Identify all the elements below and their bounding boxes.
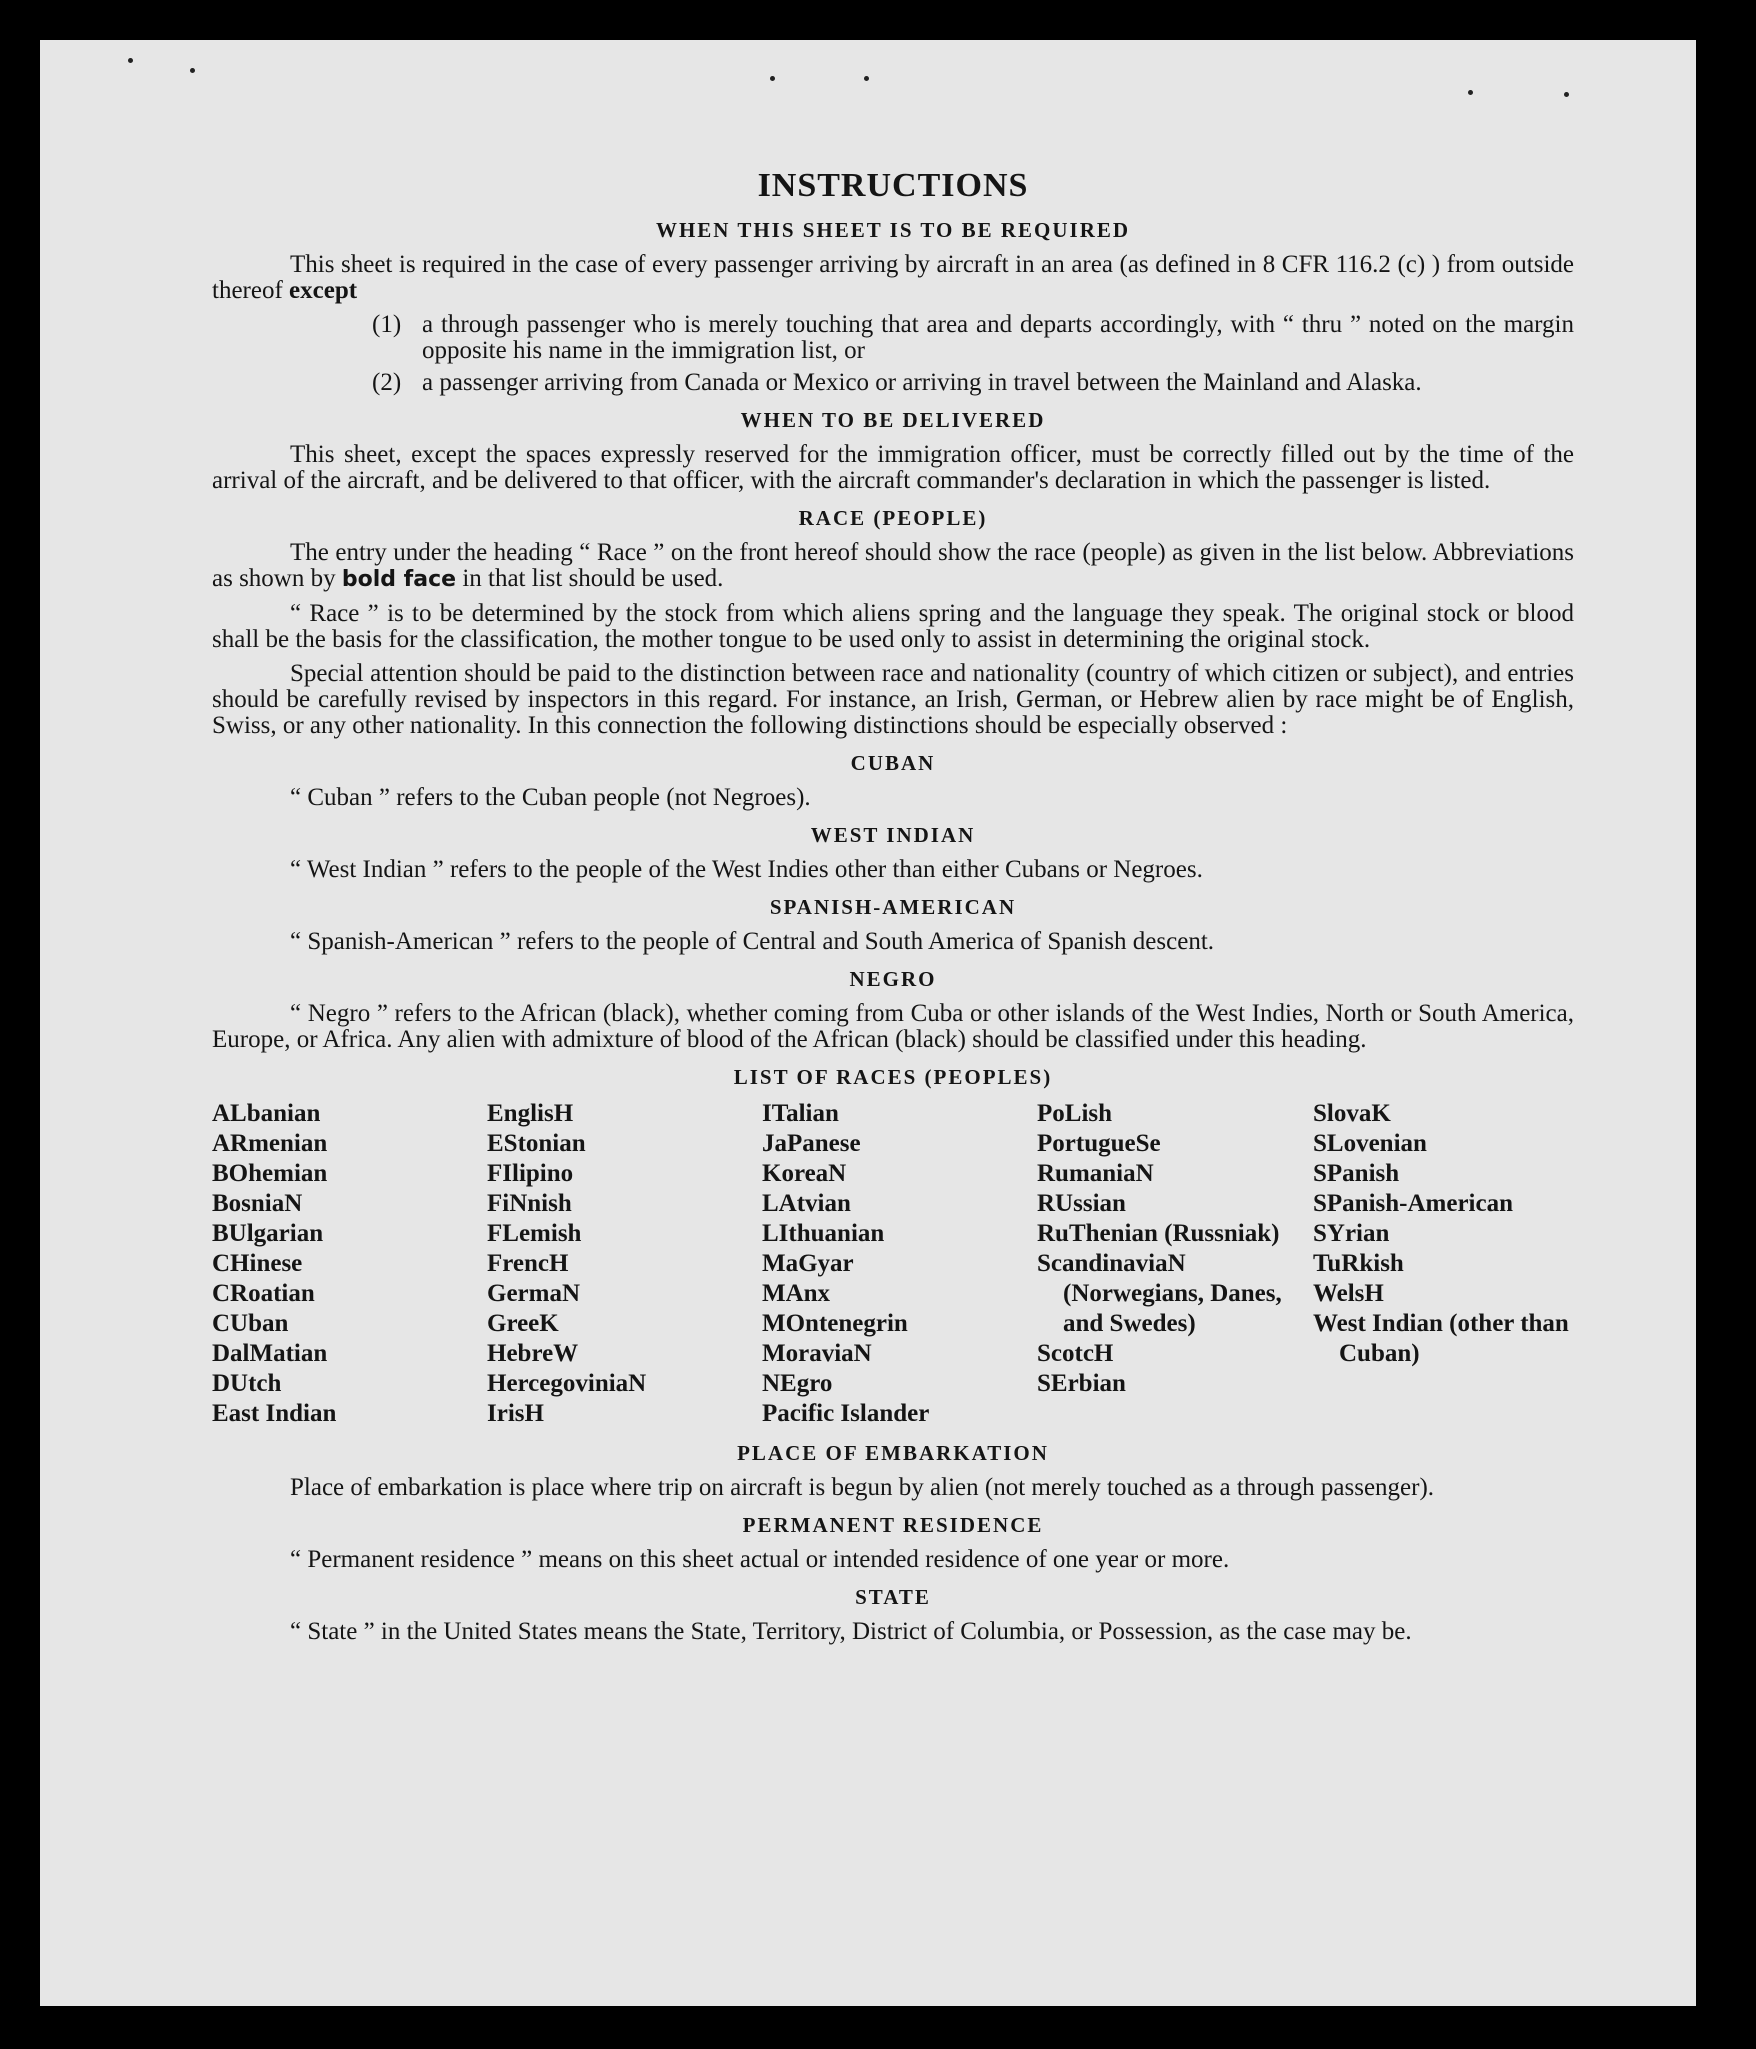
race-entry: SPanish-American bbox=[1313, 1190, 1513, 1217]
race-entry: SErbian bbox=[1037, 1370, 1126, 1397]
race-bold-face: bold face bbox=[341, 567, 457, 592]
item-number: (1) bbox=[372, 311, 402, 338]
heading-west-indian: WEST INDIAN bbox=[810, 823, 976, 847]
race-paragraph-1: The entry under the heading “ Race ” on the front hereof should show the race (people) as given in the list below. Abbreviations as shown by bold face in that list should be used. bbox=[212, 539, 1574, 592]
race-entry: KoreaN bbox=[762, 1160, 847, 1187]
race-entry: BUlgarian bbox=[212, 1220, 324, 1247]
race-paragraph-2: “ Race ” is to be determined by the stock from which aliens spring and the language they speak. The original stock or blood shall be the basis for the classification, the mother tongue to be used only to assist in determining the original stock. bbox=[212, 600, 1574, 653]
document-page bbox=[40, 40, 1696, 2006]
race-entry: CRoatian bbox=[212, 1280, 315, 1307]
race-entry: SYrian bbox=[1313, 1220, 1390, 1247]
race-entry: GermaN bbox=[487, 1280, 581, 1307]
race-entry: ScandinaviaN (Norwegians, Danes, and Swedes) bbox=[1037, 1250, 1282, 1337]
heading-cuban: CUBAN bbox=[850, 751, 936, 775]
race-entry: ScotcH bbox=[1037, 1340, 1114, 1367]
spanish-american-text: “ Spanish-American ” refers to the people of Central and South America of Spanish descent. bbox=[290, 928, 1215, 955]
west-indian-text: “ West Indian ” refers to the people of the West Indies other than either Cubans or Negroes. bbox=[290, 856, 1203, 883]
race-entry: WelsH bbox=[1313, 1280, 1384, 1307]
cuban-text: “ Cuban ” refers to the Cuban people (not Negroes). bbox=[290, 784, 811, 811]
race-entry: LAtvian bbox=[762, 1190, 851, 1217]
race-entry: CUban bbox=[212, 1310, 289, 1337]
race-entry: BosniaN bbox=[212, 1190, 303, 1217]
race-column bbox=[1313, 1099, 1574, 1429]
heading-list-of-races: LIST OF RACES (PEOPLES) bbox=[733, 1065, 1053, 1089]
speck bbox=[770, 76, 775, 81]
exception-item bbox=[372, 370, 1574, 396]
state-text: “ State ” in the United States means the State, Territory, District of Columbia, or Possession, as the case may be. bbox=[290, 1618, 1412, 1645]
embarkation-text: Place of embarkation is place where trip on aircraft is begun by alien (not merely touched as a through passenger). bbox=[290, 1474, 1435, 1501]
race-entry: RumaniaN bbox=[1037, 1160, 1154, 1187]
item-text: a passenger arriving from Canada or Mexico or arriving in travel between the Mainland and Alaska. bbox=[422, 369, 1422, 396]
race-list bbox=[212, 1099, 1574, 1429]
race-entry: PoLish bbox=[1037, 1100, 1113, 1127]
race-entry: MoraviaN bbox=[762, 1340, 872, 1367]
race-entry: DalMatian bbox=[212, 1340, 328, 1367]
race-entry: SLovenian bbox=[1313, 1130, 1427, 1157]
race-entry: FLemish bbox=[487, 1220, 582, 1247]
heading-required: WHEN THIS SHEET IS TO BE REQUIRED bbox=[655, 218, 1131, 242]
race-entry: BOhemian bbox=[212, 1160, 328, 1187]
speck bbox=[864, 76, 869, 81]
race-entry: Pacific Islander bbox=[762, 1400, 930, 1427]
heading-negro: NEGRO bbox=[849, 967, 937, 991]
race-entry: TuRkish bbox=[1313, 1250, 1404, 1277]
race-entry: ITalian bbox=[762, 1100, 839, 1127]
required-intro-bold: except bbox=[289, 277, 358, 304]
required-intro: This sheet is required in the case of every passenger arriving by aircraft in an area (as defined in 8 CFR 116.2 (c) ) from outside thereof except bbox=[212, 251, 1574, 304]
heading-state: STATE bbox=[855, 1585, 931, 1609]
delivered-text: This sheet, except the spaces expressly reserved for the immigration officer, must be correctly filled out by the time of the arrival of the aircraft, and be delivered to that officer, with the aircraft commander's declaration in which the passenger is listed. bbox=[212, 441, 1574, 494]
race-entry: West Indian (other than Cuban) bbox=[1313, 1310, 1569, 1367]
race-entry: MOntenegrin bbox=[762, 1310, 908, 1337]
heading-spanish-american: SPANISH-AMERICAN bbox=[769, 895, 1017, 919]
race-entry: GreeK bbox=[487, 1310, 559, 1337]
race-entry: RuThenian (Russniak) bbox=[1037, 1220, 1280, 1247]
heading-race: RACE (PEOPLE) bbox=[798, 506, 988, 530]
race-paragraph-3: Special attention should be paid to the distinction between race and nationality (country of which citizen or subject), and entries should be carefully revised by inspectors in this regard. For instance, an Irish, German, or Hebrew alien by race might be of English, Swiss, or any other nationality. In this connection the following distinctions should be especially observed : bbox=[212, 660, 1574, 739]
race-entry: ALbanian bbox=[212, 1100, 321, 1127]
race-entry: FrencH bbox=[487, 1250, 569, 1277]
race-entry: HercegoviniaN bbox=[487, 1370, 647, 1397]
bleed-through-marks bbox=[600, 120, 860, 140]
speck bbox=[1468, 90, 1473, 95]
race-column bbox=[762, 1099, 1037, 1429]
exception-item bbox=[372, 312, 1574, 364]
speck bbox=[128, 58, 133, 63]
heading-embarkation: PLACE OF EMBARKATION bbox=[737, 1441, 1049, 1465]
heading-delivered: WHEN TO BE DELIVERED bbox=[740, 408, 1046, 432]
race-entry: DUtch bbox=[212, 1370, 282, 1397]
race-entry: East Indian bbox=[212, 1400, 337, 1427]
race-entry: FiNnish bbox=[487, 1190, 572, 1217]
race-entry: IrisH bbox=[487, 1400, 544, 1427]
page-title: INSTRUCTIONS bbox=[757, 167, 1029, 204]
speck bbox=[1564, 92, 1569, 97]
speck bbox=[190, 68, 195, 73]
residence-text: “ Permanent residence ” means on this sheet actual or intended residence of one year or more. bbox=[290, 1546, 1230, 1573]
race-entry: ARmenian bbox=[212, 1130, 328, 1157]
race-entry: RUssian bbox=[1037, 1190, 1126, 1217]
item-number: (2) bbox=[372, 369, 402, 396]
race-entry: PortugueSe bbox=[1037, 1130, 1161, 1157]
race-entry: FIlipino bbox=[487, 1160, 574, 1187]
race-entry: CHinese bbox=[212, 1250, 303, 1277]
race-entry: MaGyar bbox=[762, 1250, 854, 1277]
race-entry: HebreW bbox=[487, 1340, 579, 1367]
race-entry: EStonian bbox=[487, 1130, 586, 1157]
race-entry: SlovaK bbox=[1313, 1100, 1391, 1127]
race-entry: LIthuanian bbox=[762, 1220, 885, 1247]
race-entry: SPanish bbox=[1313, 1160, 1400, 1187]
item-text: a through passenger who is merely touching that area and departs accordingly, with “ thru ” noted on the margin opposite his name in the immigration list, or bbox=[422, 311, 1574, 364]
race-column bbox=[1037, 1099, 1313, 1429]
negro-text: “ Negro ” refers to the African (black), whether coming from Cuba or other islands of the West Indies, North or South America, Europe, or Africa. Any alien with admixture of blood of the African (black) should be classified under this heading. bbox=[212, 1000, 1574, 1053]
race-entry: MAnx bbox=[762, 1280, 831, 1307]
race-entry: EnglisH bbox=[487, 1100, 574, 1127]
race-entry: JaPanese bbox=[762, 1130, 861, 1157]
instructions-content bbox=[212, 166, 1574, 1653]
race-column bbox=[487, 1099, 762, 1429]
race-entry: NEgro bbox=[762, 1370, 833, 1397]
race-column bbox=[212, 1099, 487, 1429]
heading-residence: PERMANENT RESIDENCE bbox=[742, 1513, 1044, 1537]
